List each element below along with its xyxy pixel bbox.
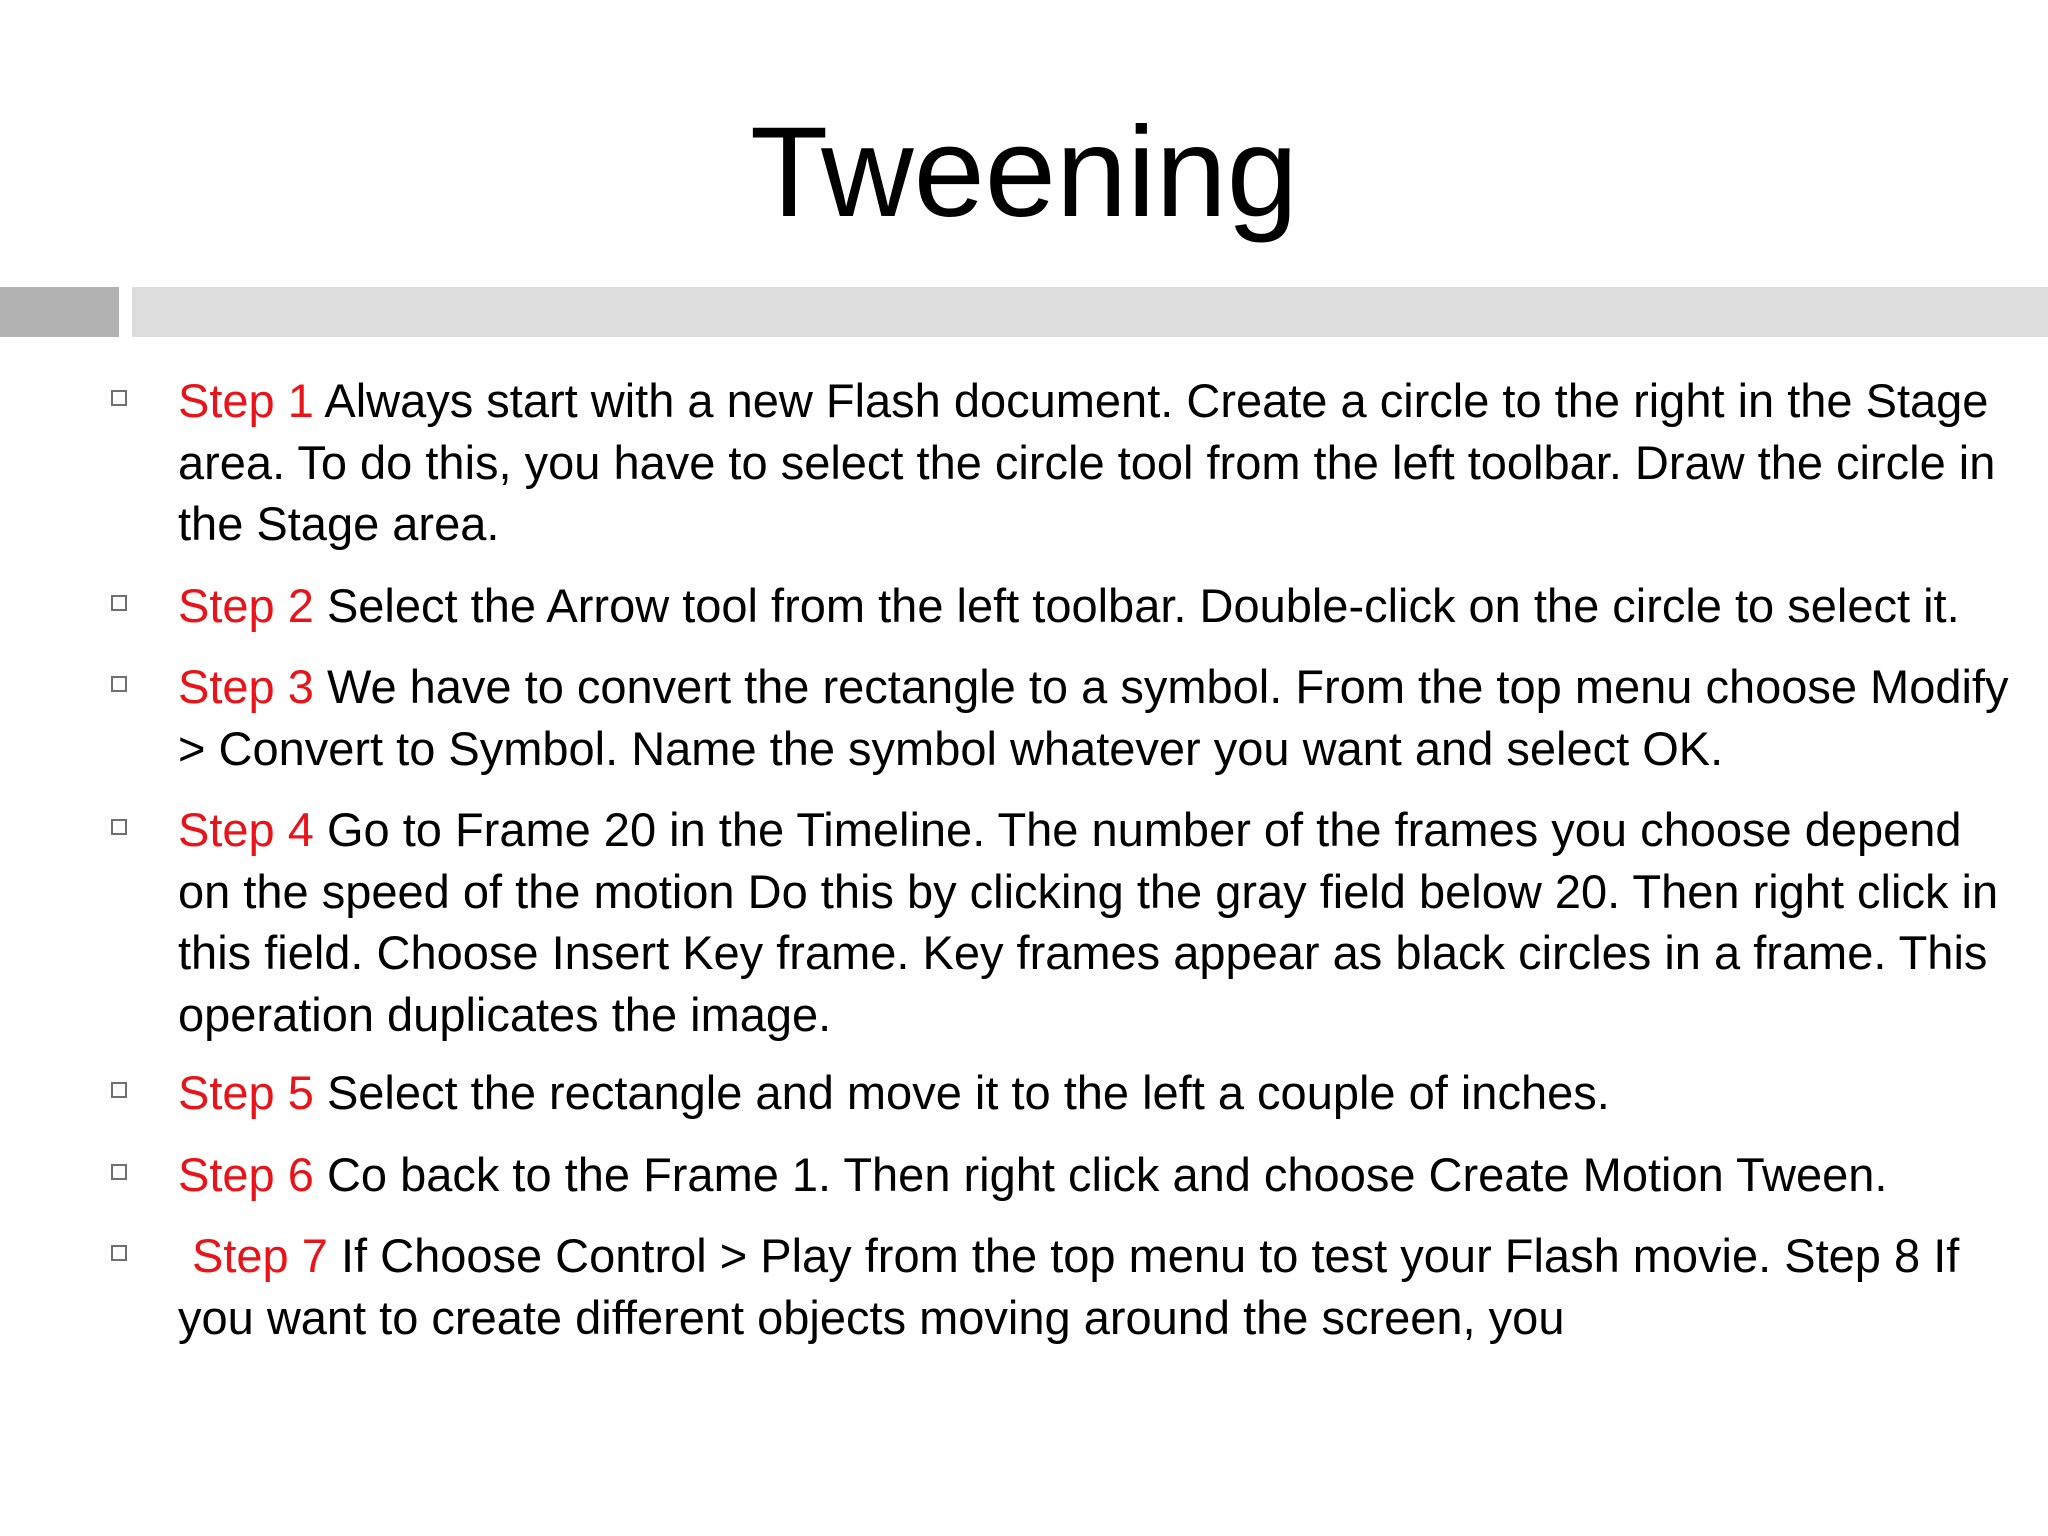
step-label: Step 3 [178, 660, 314, 713]
square-bullet-icon [111, 819, 127, 835]
list-item-step-7 [0, 1225, 2048, 1348]
step-text: Always start with a new Flash document. Create a circle to the right in the Stage area. To do this, you have to select the circle tool from the left toolbar. Draw the circle in the Stage area. [178, 374, 1996, 550]
title-accent-bar-right [132, 287, 2048, 337]
list-item-step-4 [0, 799, 2048, 1045]
step-text: Select the rectangle and move it to the left a couple of inches. [313, 1066, 1610, 1119]
steps-list [0, 370, 2048, 1368]
step-label: Step 6 [178, 1147, 314, 1201]
step-label: Step 1 [178, 374, 314, 427]
square-bullet-icon [111, 1164, 127, 1180]
list-item-step-1 [0, 370, 2048, 555]
title-accent-bar-left [0, 287, 119, 337]
step-text: Co back to the Frame 1. Then right click and choose Create Motion Tween. [313, 1147, 1888, 1201]
square-bullet-icon [111, 595, 127, 611]
slide-title: Tweening [750, 101, 1298, 244]
list-item-step-6 [0, 1144, 2048, 1206]
square-bullet-icon [111, 1082, 127, 1098]
list-item-step-2 [0, 575, 2048, 637]
step-text: If Choose Control > Play from the top menu to test your Flash movie. Step 8 If you want to create different objects moving around the screen, you [178, 1229, 1960, 1344]
step-label: Step 2 [178, 578, 314, 632]
square-bullet-icon [111, 390, 127, 406]
step-label: Step 5 [178, 1066, 314, 1119]
step-text: We have to convert the rectangle to a symbol. From the top menu choose Modify > Convert to Symbol. Name the symbol whatever you want and select OK. [178, 660, 2009, 775]
step-label: Step 4 [178, 803, 314, 856]
list-item-step-3 [0, 656, 2048, 779]
step-text: Select the Arrow tool from the left toolbar. Double-click on the circle to select it. [313, 578, 1960, 632]
step-label: Step 7 [192, 1229, 328, 1282]
square-bullet-icon [111, 1245, 127, 1261]
list-item-step-5 [0, 1062, 2048, 1124]
square-bullet-icon [111, 676, 127, 692]
step-text: Go to Frame 20 in the Timeline. The number of the frames you choose depend on the speed of the motion Do this by clicking the gray field below 20. Then right click in this field. Choose Insert Key frame. Key frames appear as black circles in a frame. This operation duplicates the image. [178, 803, 1999, 1041]
